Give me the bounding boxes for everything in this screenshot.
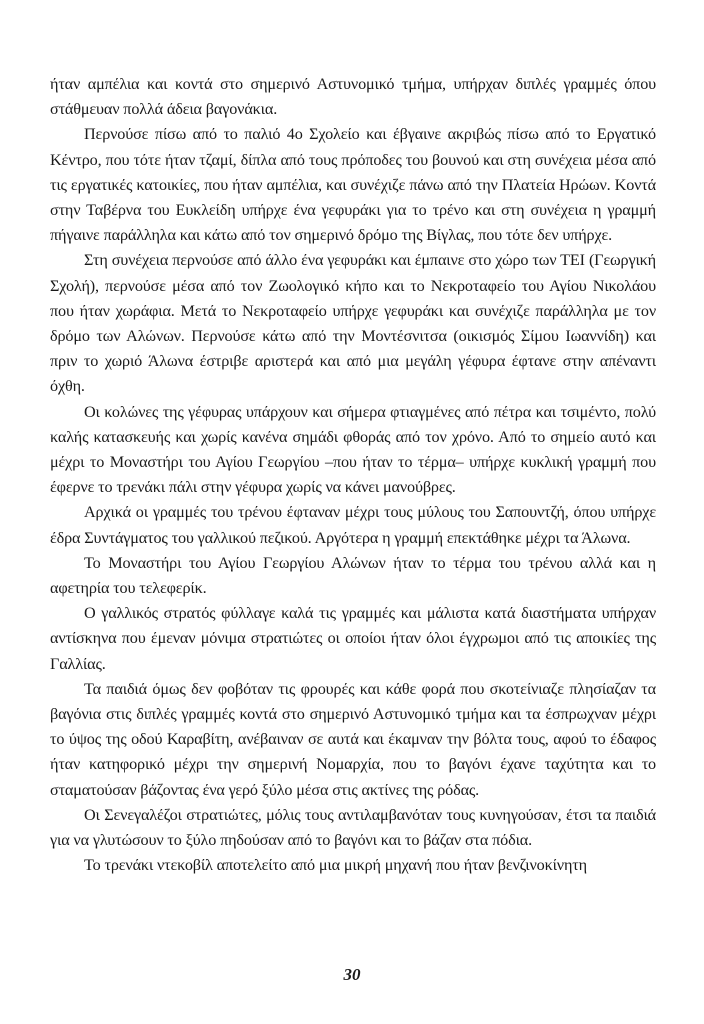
paragraph: ήταν αμπέλια και κοντά στο σημερινό Αστυνομικό τμήμα, υπήρχαν διπλές γραμμές όπου στάθμευαν πολλά άδεια βαγονάκια. xyxy=(50,75,656,119)
body-text xyxy=(50,72,656,879)
paragraph: Οι Σενεγαλέζοι στρατιώτες, μόλις τους αντιλαμβανόταν τους κυνηγούσαν, έτσι τα παιδιά για να γλυτώσουν το ξύλο πηδούσαν από το βαγόνι και το βάζαν στα πόδια. xyxy=(50,805,656,850)
paragraph: Το Μοναστήρι του Αγίου Γεωργίου Αλώνων ήταν το τέρμα του τρένου αλλά και η αφετηρία του τελεφερίκ. xyxy=(50,553,656,598)
paragraph: Αρχικά οι γραμμές του τρένου έφταναν μέχρι τους μύλους του Σαπουντζή, όπου υπήρχε έδρα Συντάγματος του γαλλικού πεζικού. Αργότερα η γραμμή επεκτάθηκε μέχρι τα Άλωνα. xyxy=(50,503,656,547)
paragraph: Το τρενάκι ντεκοβίλ αποτελείτο από μια μικρή μηχανή που ήταν βενζινοκίνητη xyxy=(84,856,587,875)
paragraph: Περνούσε πίσω από το παλιό 4ο Σχολείο και έβγαινε ακριβώς πίσω από το Εργατικό Κέντρο, που τότε ήταν τζαμί, δίπλα από τους πρόποδες του βουνού και στη συνέχεια μέσα από τις εργατικές κατοικίες, που ήταν αμπέλια, και συνέχιζε πάνω από την Πλατεία Ηρώων. Κοντά στην Ταβέρνα του Ευκλείδη υπήρχε ένα γεφυράκι για το τρένο και στη συνέχεια η γραμμή πήγαινε παράλληλα και κάτω από τον σημερινό δρόμο της Βίγλας, που τότε δεν υπήρχε. xyxy=(50,125,656,245)
paragraph: Τα παιδιά όμως δεν φοβόταν τις φρουρές και κάθε φορά που σκοτείνιαζε πλησίαζαν τα βαγόνια στις διπλές γραμμές κοντά στο σημερινό Αστυνομικό τμήμα και τα έσπρωχναν μέχρι το ύψος της οδού Καραβίτη, ανέβαιναν σε αυτά και έκαμναν την βόλτα τους, αφού το έδαφος ήταν κατηφορικό μέχρι την σημερινή Νομαρχία, που το βαγόνι έχανε ταχύτητα και το σταματούσαν βάζοντας ένα γερό ξύλο μέσα στις ακτίνες της ρόδας. xyxy=(50,679,656,799)
paragraph: Στη συνέχεια περνούσε από άλλο ένα γεφυράκι και έμπαινε στο χώρο των ΤΕΙ (Γεωργική Σχολή), περνούσε μέσα από τον Ζωολογικό κήπο και το Νεκροταφείο του Αγίου Νικολάου που ήταν χωράφια. Μετά το Νεκροταφείο υπήρχε γεφυράκι και συνέχιζε παράλληλα με τον δρόμο των Αλώνων. Περνούσε κάτω από την Μοντέσνιτσα (οικισμός Σίμου Ιωαννίδη) και πριν το χωριό Άλωνα έστριβε αριστερά και από μια μεγάλη γέφυρα έφτανε στην απέναντι όχθη. xyxy=(50,251,656,396)
paragraph: Οι κολώνες της γέφυρας υπάρχουν και σήμερα φτιαγμένες από πέτρα και τσιμέντο, πολύ καλής κατασκευής και χωρίς κανένα σημάδι φθοράς από τον χρόνο. Από το σημείο αυτό και μέχρι το Μοναστήρι του Αγίου Γεωργίου –που ήταν το τέρμα– υπήρχε κυκλική γραμμή που έφερνε το τρενάκι πάλι στην γέφυρα χωρίς να κάνει μανούβρες. xyxy=(50,402,656,497)
paragraph: Ο γαλλικός στρατός φύλλαγε καλά τις γραμμές και μάλιστα κατά διαστήματα υπήρχαν αντίσκηνα που έμεναν μόνιμα στρατιώτες οι οποίοι ήταν όλοι έγχρωμοι από τις αποικίες της Γαλλίας. xyxy=(50,604,656,673)
page-number: 30 xyxy=(343,965,361,984)
